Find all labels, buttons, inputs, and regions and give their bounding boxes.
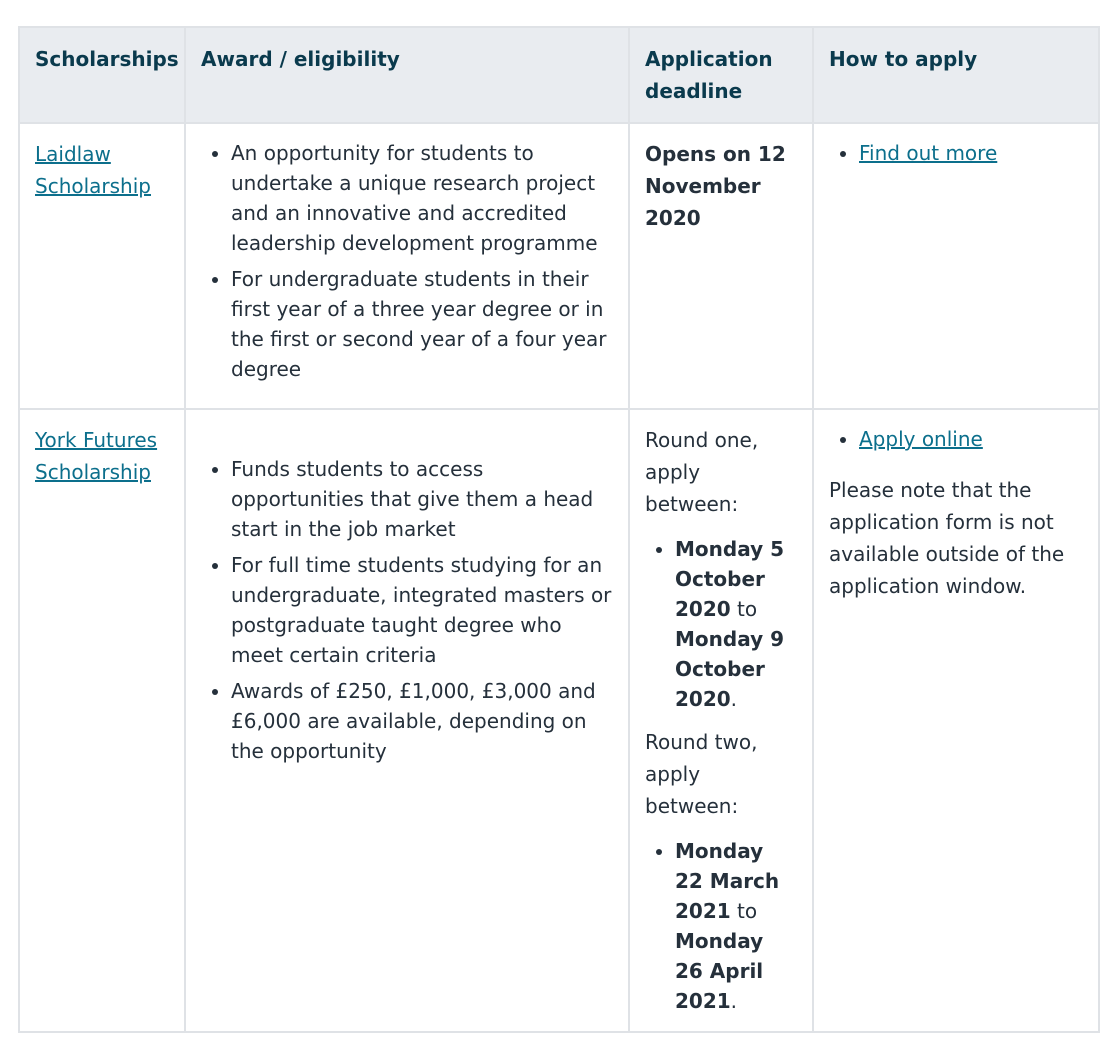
list-item bbox=[859, 424, 1083, 454]
period-text: . bbox=[730, 687, 738, 711]
list-item bbox=[675, 836, 797, 1016]
list-item: • Awards of £250, £1,000, £3,000 and £6,000 are available, depending on the opportunity bbox=[231, 676, 613, 766]
header-how-to-apply: How to apply bbox=[813, 27, 1099, 123]
list-item: • For undergraduate students in their first year of a three year degree or in the first or second year of a four year degree bbox=[231, 264, 613, 384]
header-application-deadline: Application deadline bbox=[629, 27, 813, 123]
award-cell bbox=[185, 409, 629, 1032]
table-row bbox=[19, 123, 1099, 409]
application-note: Please note that the application form is not available outside of the application window. bbox=[829, 478, 1065, 598]
award-list bbox=[201, 138, 613, 384]
apply-online-link[interactable]: Apply online bbox=[859, 427, 983, 451]
award-cell bbox=[185, 123, 629, 409]
list-item: • Funds students to access opportunities that give them a head start in the job market bbox=[231, 454, 613, 544]
apply-list bbox=[829, 138, 1083, 168]
laidlaw-scholarship-link[interactable]: Laidlaw Scholarship bbox=[35, 142, 151, 198]
award-list bbox=[201, 454, 613, 766]
round-one-label: Round one, apply between: bbox=[645, 428, 759, 516]
round-two-start: Monday 22 March 2021 bbox=[675, 839, 780, 923]
deadline-text: Opens on 12 November 2020 bbox=[645, 142, 786, 230]
deadline-cell bbox=[629, 123, 813, 409]
how-to-apply-cell bbox=[813, 409, 1099, 1032]
list-item bbox=[675, 534, 797, 714]
deadline-cell bbox=[629, 409, 813, 1032]
scholarships-table bbox=[18, 26, 1100, 1033]
period-text: . bbox=[730, 989, 738, 1013]
how-to-apply-cell bbox=[813, 123, 1099, 409]
header-scholarships: Scholarships bbox=[19, 27, 185, 123]
round-one-end: Monday 9 October 2020 bbox=[675, 627, 784, 711]
list-item bbox=[859, 138, 1083, 168]
table-header-row bbox=[19, 27, 1099, 123]
connector-text: to bbox=[737, 597, 758, 621]
round-one-dates bbox=[645, 534, 797, 714]
round-two-end: Monday 26 April 2021 bbox=[675, 929, 764, 1013]
scholarship-name-cell bbox=[19, 409, 185, 1032]
table-row bbox=[19, 409, 1099, 1032]
find-out-more-link[interactable]: Find out more bbox=[859, 141, 998, 165]
round-one-start: Monday 5 October 2020 bbox=[675, 537, 784, 621]
list-item: • An opportunity for students to undertake a unique research project and an innovative and accredited leadership development programme bbox=[231, 138, 613, 258]
york-futures-scholarship-link[interactable]: York Futures Scholarship bbox=[35, 428, 158, 484]
round-two-label: Round two, apply between: bbox=[645, 730, 758, 818]
apply-list bbox=[829, 424, 1083, 454]
scholarship-name-cell bbox=[19, 123, 185, 409]
round-two-dates bbox=[645, 836, 797, 1016]
list-item: • For full time students studying for an undergraduate, integrated masters or postgraduate taught degree who meet certain criteria bbox=[231, 550, 613, 670]
connector-text: to bbox=[737, 899, 758, 923]
header-award-eligibility: Award / eligibility bbox=[185, 27, 629, 123]
